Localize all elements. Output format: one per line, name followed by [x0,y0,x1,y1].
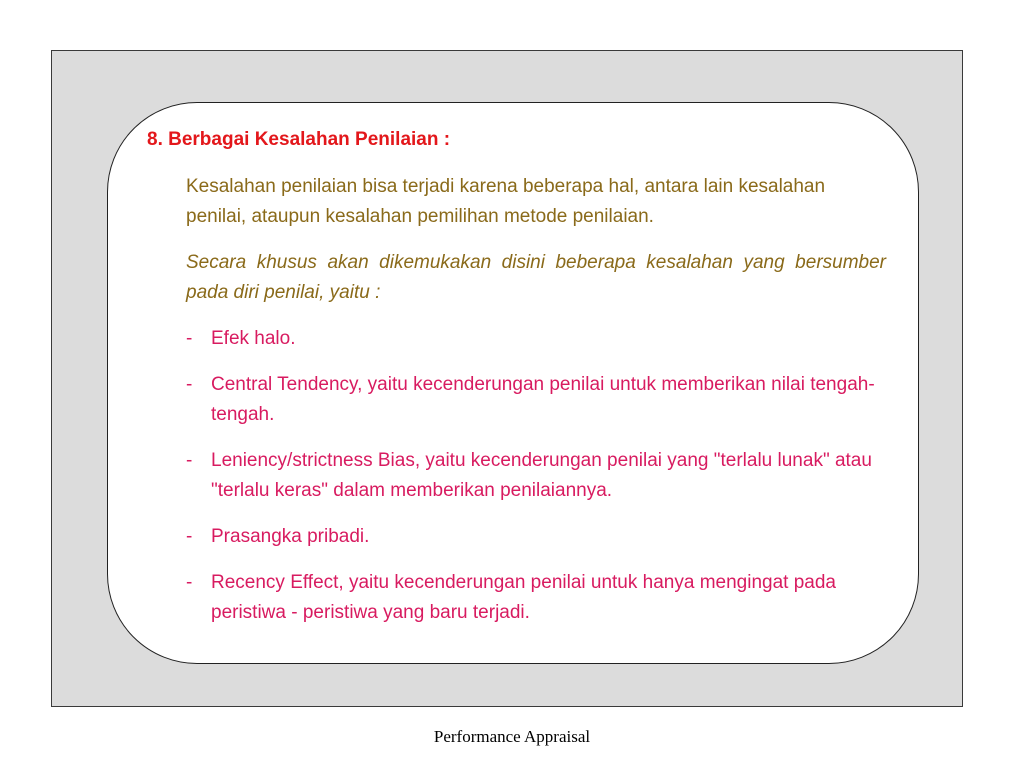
intro-paragraph: Kesalahan penilaian bisa terjadi karena beberapa hal, antara lain kesalahan penilai, ataupun kesalahan pemilihan metode penilaian. [186,176,826,227]
list-item-text: Central Tendency, yaitu kecenderungan penilai untuk memberikan nilai tengah-tengah. [211,374,875,425]
list-item-text: Prasangka pribadi. [211,526,370,547]
list-item [186,324,886,354]
list-item-text: Recency Effect, yaitu kecenderungan penilai untuk hanya mengingat pada peristiwa - peristiwa yang baru terjadi. [211,572,836,623]
list-item [186,522,886,552]
bullet-dash: - [186,450,193,471]
bullet-dash: - [186,328,193,349]
list-item [186,568,886,628]
context-paragraph: Secara khusus akan dikemukakan disini beberapa kesalahan yang bersumber pada diri penilai, yaitu : [186,252,886,303]
list-item-text: Efek halo. [211,328,296,349]
bullet-dash: - [186,572,193,593]
list-item-text: Leniency/strictness Bias, yaitu kecenderungan penilai yang "terlalu lunak" atau "terlalu keras" dalam memberikan penilaiannya. [211,450,872,501]
bullet-dash: - [186,526,193,547]
list-item [186,370,886,430]
bullet-dash: - [186,374,193,395]
slide-footer: Performance Appraisal [433,727,591,746]
list-item [186,446,886,506]
error-list [186,324,886,644]
section-heading: 8. Berbagai Kesalahan Penilaian : [147,129,451,150]
